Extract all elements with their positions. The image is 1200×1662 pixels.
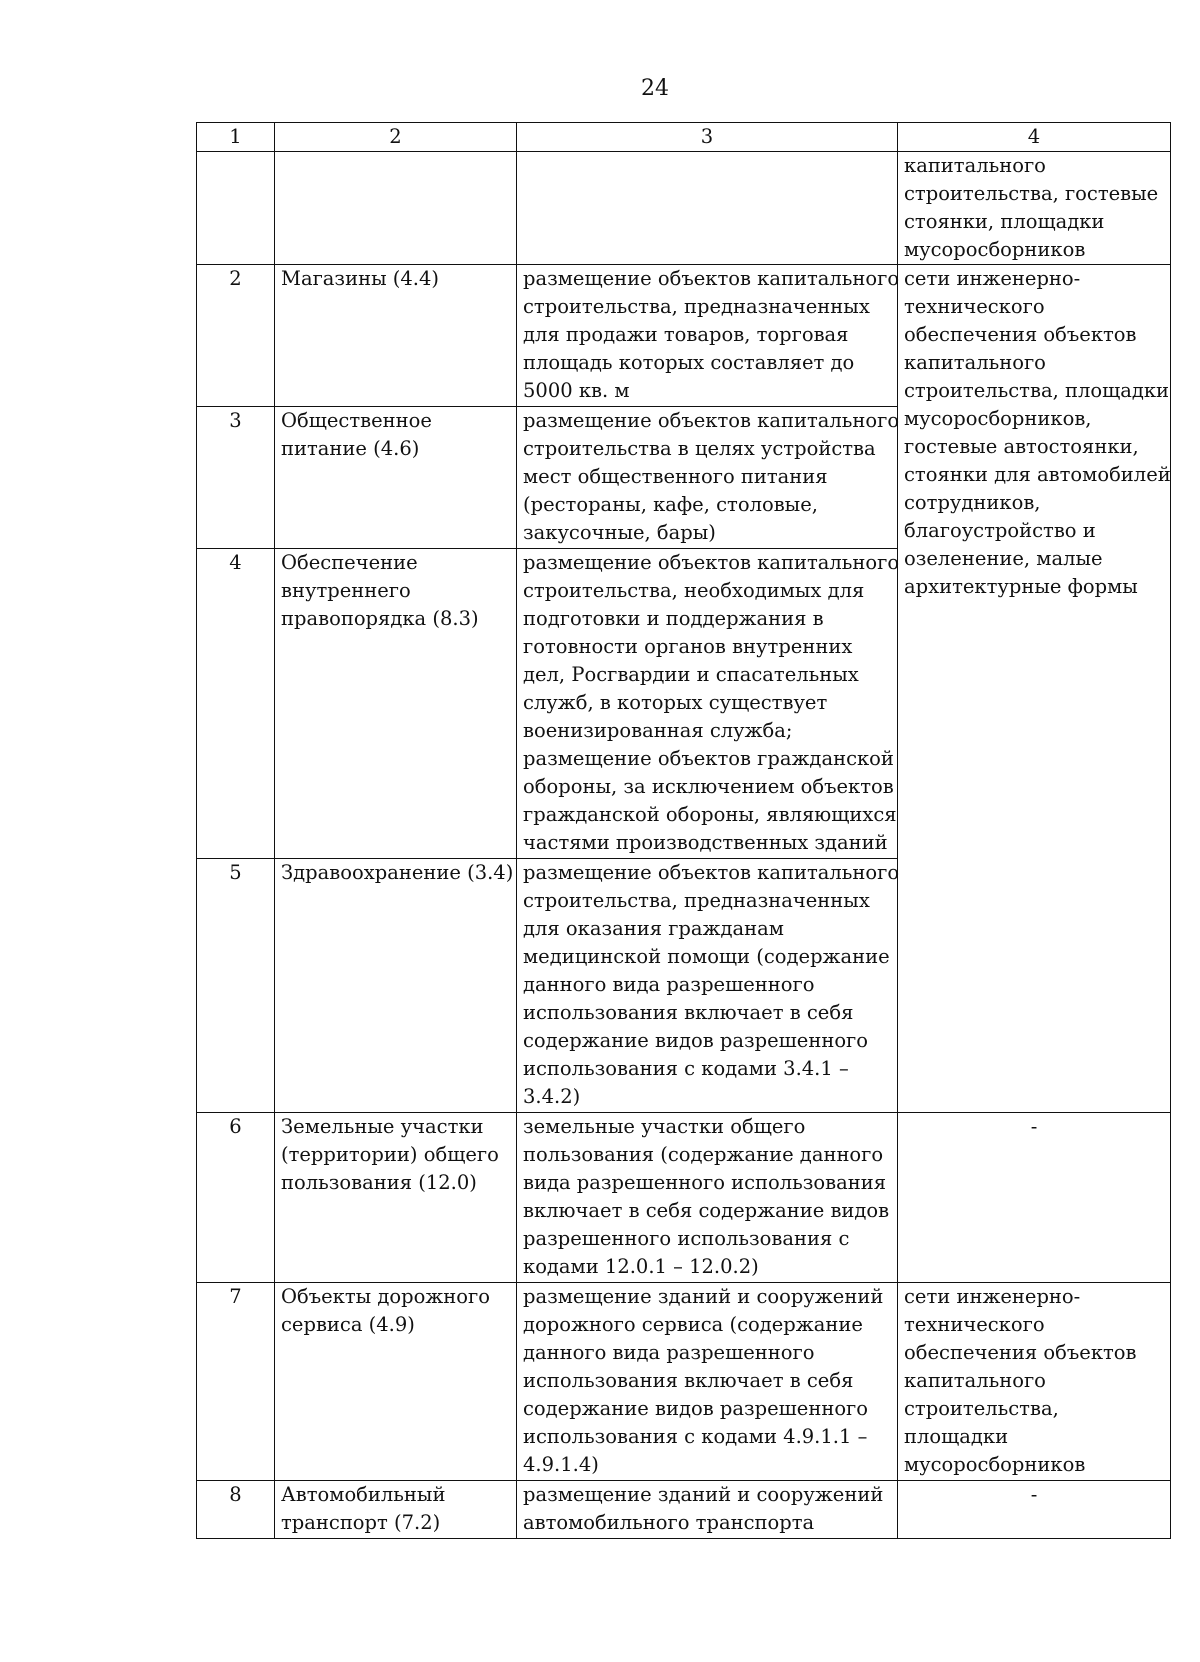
text-line: внутреннего (281, 579, 411, 602)
text-line: мусоросборников (904, 238, 1086, 261)
text-line: 4.9.1.4) (523, 1453, 599, 1476)
row-description (517, 859, 898, 1113)
text-line: включает в себя содержание видов (523, 1199, 890, 1222)
text-line: 3.4.2) (523, 1085, 581, 1108)
row-name (275, 1481, 517, 1539)
text-line: сотрудников, (904, 491, 1041, 514)
row-number: 8 (197, 1481, 275, 1539)
row-description (517, 152, 898, 265)
text-line: дорожного сервиса (содержание (523, 1313, 863, 1336)
text-line: 5000 кв. м (523, 379, 630, 402)
text-line: данного вида разрешенного (523, 973, 815, 996)
row-description (517, 265, 898, 407)
text-line: сети инженерно- (904, 267, 1081, 290)
text-line: для оказания гражданам (523, 917, 784, 940)
text-line: площадки (904, 1425, 1009, 1448)
row-description (517, 1481, 898, 1539)
text-line: сети инженерно- (904, 1285, 1081, 1308)
text-line: сервиса (4.9) (281, 1313, 415, 1336)
text-line: (территории) общего (281, 1143, 499, 1166)
text-line: озеленение, малые (904, 547, 1103, 570)
table-header-row (197, 123, 1171, 152)
text-line: Обеспечение (281, 551, 418, 574)
table-row (197, 152, 1171, 265)
text-line: технического (904, 295, 1045, 318)
text-line: капитального (904, 1369, 1046, 1392)
text-line: Земельные участки (281, 1115, 484, 1138)
text-line: служб, в которых существует (523, 691, 828, 714)
text-line: мусоросборников, (904, 407, 1092, 430)
text-line: пользования (содержание данного (523, 1143, 884, 1166)
text-line: строительства, площадки (904, 379, 1170, 402)
row-name (275, 859, 517, 1113)
text-line: использования включает в себя (523, 1001, 854, 1024)
text-line: мест общественного питания (523, 465, 828, 488)
row-name (275, 1283, 517, 1481)
row-name (275, 549, 517, 859)
text-line: данного вида разрешенного (523, 1341, 815, 1364)
row-parameters (898, 265, 1171, 1113)
text-line: земельные участки общего (523, 1115, 806, 1138)
text-line: капитального (904, 351, 1046, 374)
text-line: мусоросборников (904, 1453, 1086, 1476)
row-name (275, 152, 517, 265)
text-line: Здравоохранение (3.4) (281, 861, 514, 884)
text-line: размещение объектов гражданской (523, 747, 894, 770)
text-line: размещение объектов капитального (523, 409, 900, 432)
text-line: медицинской помощи (содержание (523, 945, 890, 968)
text-line: архитектурные формы (904, 575, 1138, 598)
text-line: размещение объектов капитального (523, 551, 900, 574)
row-parameters (898, 1283, 1171, 1481)
text-line: размещение объектов капитального (523, 861, 900, 884)
page-number: 24 (641, 76, 669, 101)
text-line: строительства, предназначенных (523, 889, 870, 912)
row-number: 5 (197, 859, 275, 1113)
text-line: строительства в целях устройства (523, 437, 876, 460)
text-line: размещение объектов капитального (523, 267, 900, 290)
row-number (197, 152, 275, 265)
header-col-3: 3 (517, 123, 898, 152)
text-line: для продажи товаров, торговая (523, 323, 849, 346)
row-name (275, 1113, 517, 1283)
row-parameters: - (898, 1481, 1171, 1539)
text-line: автомобильного транспорта (523, 1511, 815, 1534)
header-col-1: 1 (197, 123, 275, 152)
text-line: частями производственных зданий (523, 831, 888, 854)
text-line: площадь которых составляет до (523, 351, 855, 374)
text-line: строительства, предназначенных (523, 295, 870, 318)
text-line: вида разрешенного использования (523, 1171, 887, 1194)
text-line: строительства, (904, 1397, 1059, 1420)
text-line: капитального (904, 154, 1046, 177)
text-line: кодами 12.0.1 – 12.0.2) (523, 1255, 759, 1278)
row-name (275, 407, 517, 549)
text-line: транспорт (7.2) (281, 1511, 441, 1534)
table-row (197, 1113, 1171, 1283)
row-parameters (898, 152, 1171, 265)
text-line: военизированная служба; (523, 719, 793, 742)
header-col-4: 4 (898, 123, 1171, 152)
text-line: использования с кодами 4.9.1.1 – (523, 1425, 868, 1448)
text-line: пользования (12.0) (281, 1171, 477, 1194)
text-line: дел, Росгвардии и спасательных (523, 663, 859, 686)
table-row (197, 265, 1171, 407)
text-line: стоянки для автомобилей (904, 463, 1171, 486)
text-line: технического (904, 1313, 1045, 1336)
text-line: использования с кодами 3.4.1 – (523, 1057, 849, 1080)
text-line: содержание видов разрешенного (523, 1029, 869, 1052)
text-line: гражданской обороны, являющихся (523, 803, 897, 826)
table-row (197, 1481, 1171, 1539)
row-description (517, 407, 898, 549)
header-col-2: 2 (275, 123, 517, 152)
text-line: благоустройство и (904, 519, 1096, 542)
text-line: содержание видов разрешенного (523, 1397, 869, 1420)
text-line: разрешенного использования с (523, 1227, 850, 1250)
row-parameters: - (898, 1113, 1171, 1283)
text-line: гостевые автостоянки, (904, 435, 1139, 458)
text-line: размещение зданий и сооружений (523, 1285, 884, 1308)
land-use-table (196, 122, 1171, 1539)
text-line: стоянки, площадки (904, 210, 1105, 233)
text-line: размещение зданий и сооружений (523, 1483, 884, 1506)
text-line: Объекты дорожного (281, 1285, 490, 1308)
row-name (275, 265, 517, 407)
text-line: обороны, за исключением объектов (523, 775, 894, 798)
text-line: Магазины (4.4) (281, 267, 440, 290)
row-description (517, 1113, 898, 1283)
row-number: 2 (197, 265, 275, 407)
row-number: 4 (197, 549, 275, 859)
text-line: готовности органов внутренних (523, 635, 853, 658)
text-line: (рестораны, кафе, столовые, (523, 493, 818, 516)
text-line: закусочные, бары) (523, 521, 716, 544)
text-line: строительства, необходимых для (523, 579, 865, 602)
row-number: 6 (197, 1113, 275, 1283)
row-number: 7 (197, 1283, 275, 1481)
text-line: питание (4.6) (281, 437, 420, 460)
row-description (517, 1283, 898, 1481)
table-row (197, 1283, 1171, 1481)
text-line: строительства, гостевые (904, 182, 1159, 205)
text-line: обеспечения объектов (904, 323, 1137, 346)
text-line: подготовки и поддержания в (523, 607, 824, 630)
text-line: использования включает в себя (523, 1369, 854, 1392)
text-line: Общественное (281, 409, 432, 432)
row-description (517, 549, 898, 859)
row-number: 3 (197, 407, 275, 549)
text-line: Автомобильный (281, 1483, 446, 1506)
text-line: правопорядка (8.3) (281, 607, 479, 630)
text-line: обеспечения объектов (904, 1341, 1137, 1364)
